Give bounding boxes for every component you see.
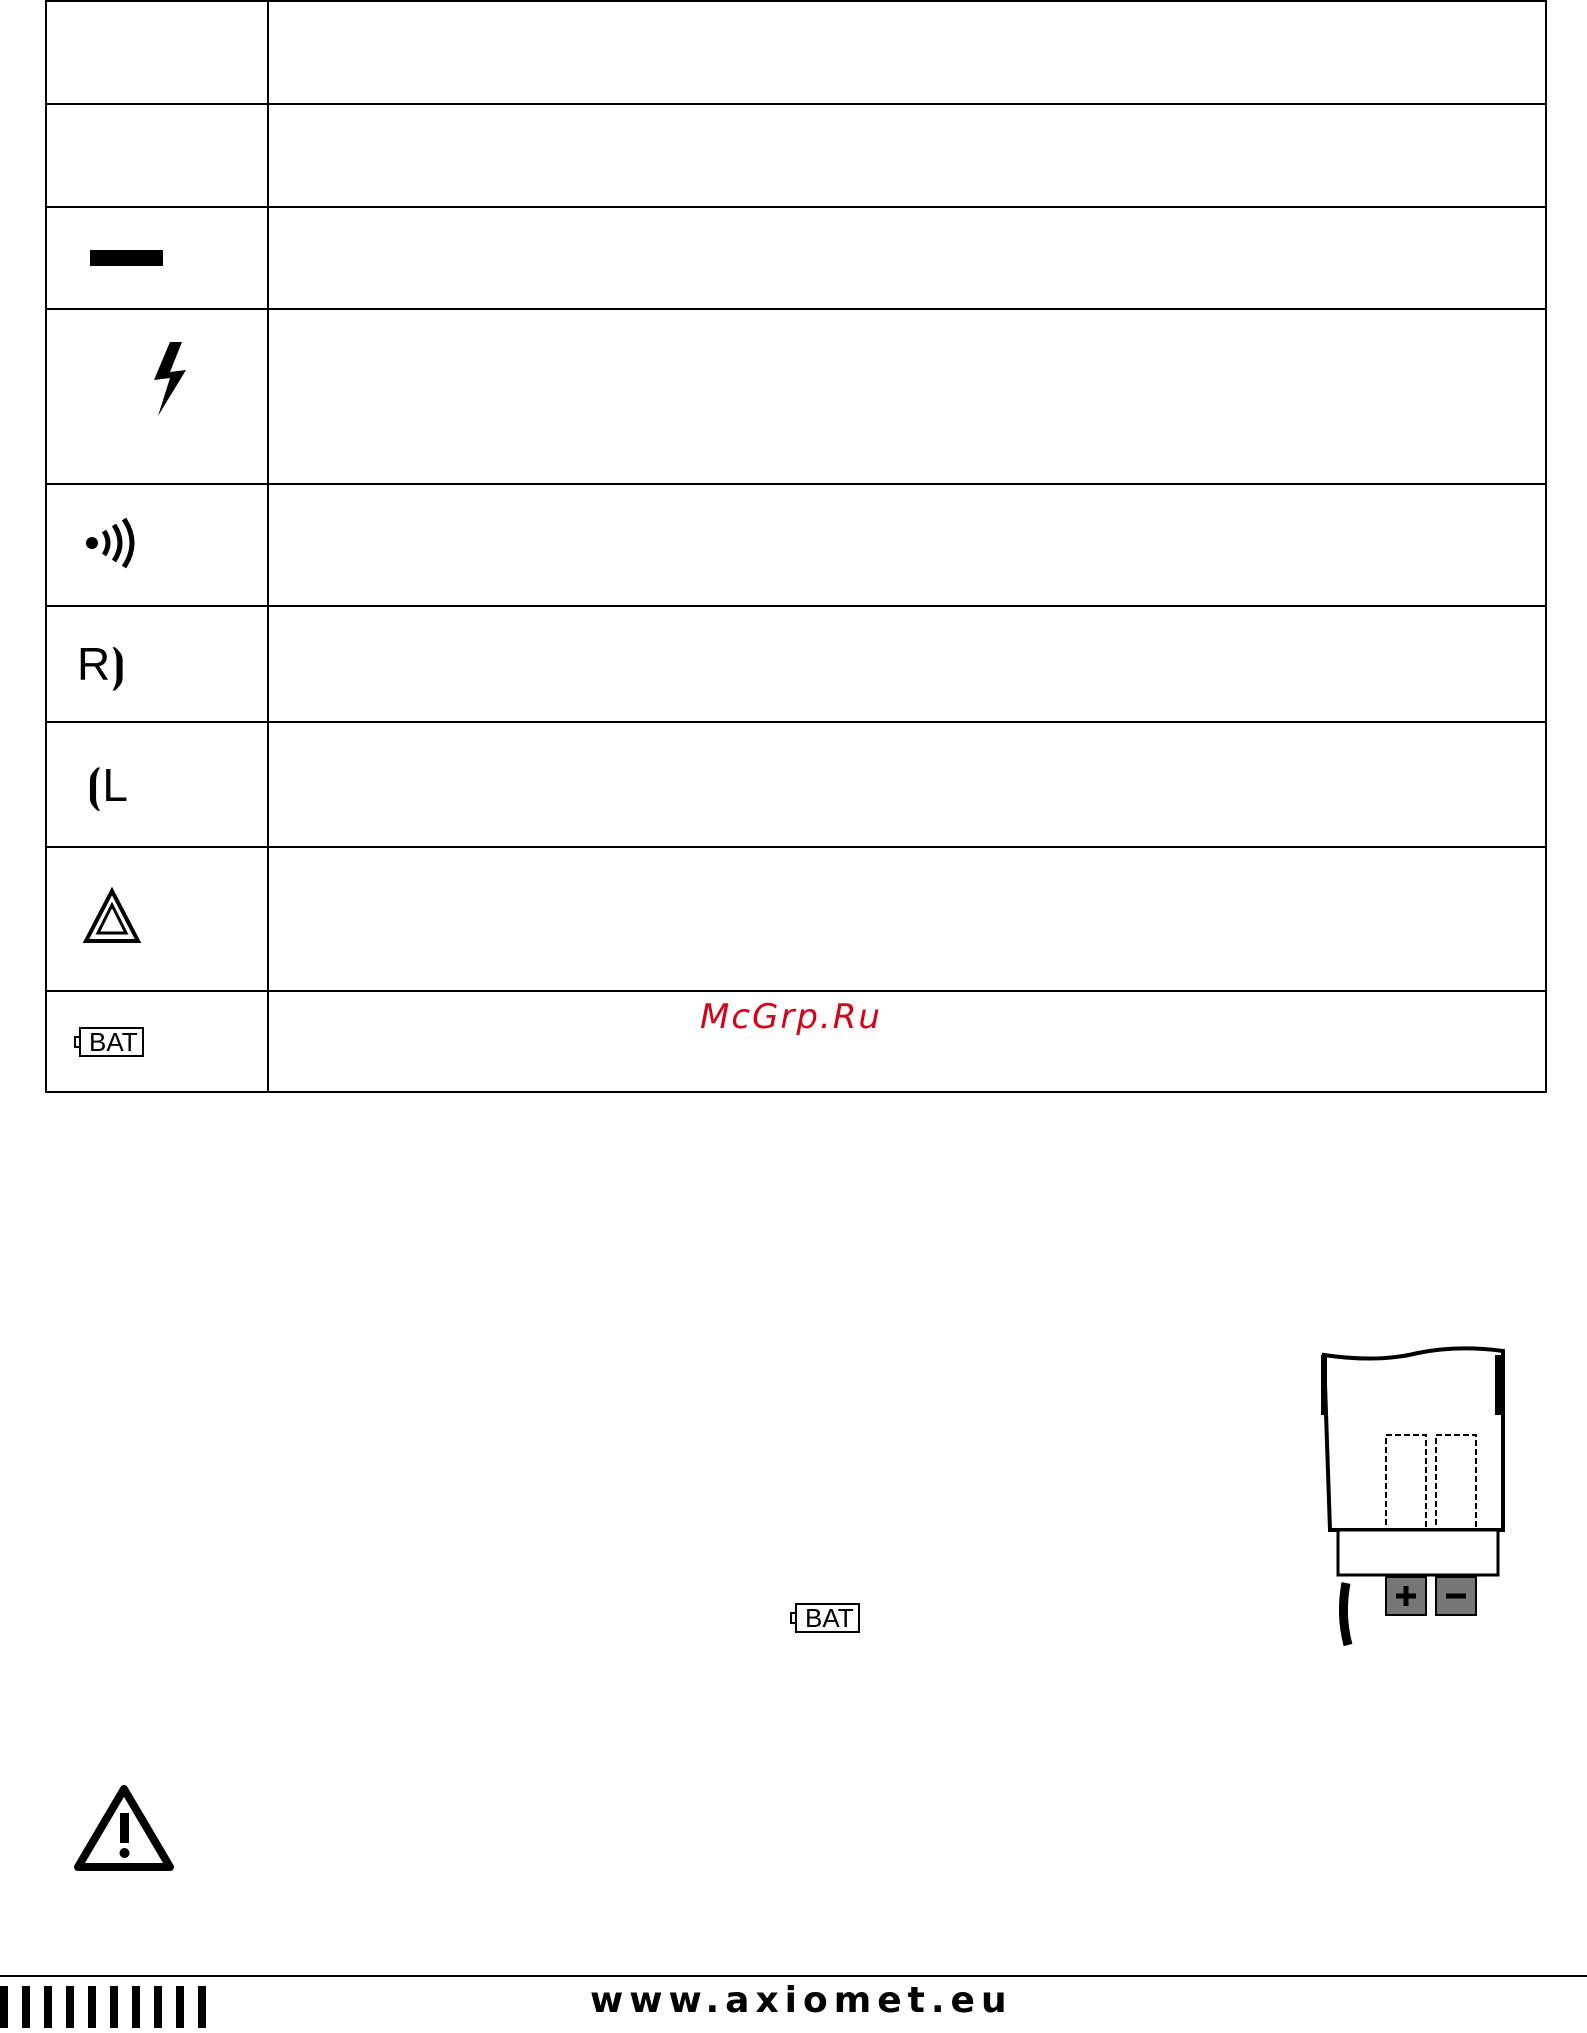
description-cell (268, 722, 1546, 847)
battery-compartment-illustration (1318, 1345, 1508, 1650)
rotation-left-icon: ⦗L (87, 758, 128, 811)
table-row (46, 606, 1546, 722)
symbol-cell (46, 722, 268, 847)
table-row (46, 207, 1546, 309)
table-row (46, 847, 1546, 991)
lightning-bolt-icon (142, 340, 202, 420)
description-cell (268, 991, 1546, 1092)
battery-label-inline: BAT (805, 1603, 854, 1633)
description-cell (268, 847, 1546, 991)
table-row (46, 104, 1546, 207)
rotation-left-label: L (102, 758, 128, 811)
table-row (46, 722, 1546, 847)
symbols-table (45, 0, 1547, 1093)
table-row (46, 1, 1546, 104)
minus-sign-icon (90, 250, 163, 266)
symbol-cell (46, 991, 268, 1092)
table-row (46, 309, 1546, 484)
rotation-right-label: R (77, 638, 111, 690)
battery-icon (79, 1027, 144, 1057)
table-row (46, 484, 1546, 606)
footer-divider (0, 1975, 1587, 1977)
symbol-cell (46, 1, 268, 104)
sound-beep-icon (82, 513, 152, 573)
footer-website[interactable]: www.axiomet.eu (590, 1980, 1013, 2021)
symbol-cell (46, 484, 268, 606)
symbol-cell (46, 309, 268, 484)
symbol-cell (46, 207, 268, 309)
description-cell (268, 207, 1546, 309)
battery-icon-inline (795, 1603, 860, 1633)
watermark: McGrp.Ru (700, 997, 882, 1037)
warning-triangle-icon (82, 887, 142, 947)
symbol-cell (46, 606, 268, 722)
description-cell (268, 606, 1546, 722)
description-cell (268, 1, 1546, 104)
description-cell (268, 309, 1546, 484)
symbol-cell (46, 847, 268, 991)
description-cell (268, 484, 1546, 606)
description-cell (268, 104, 1546, 207)
battery-label: BAT (89, 1026, 138, 1057)
warning-sign-icon (72, 1783, 176, 1873)
symbol-cell (46, 104, 268, 207)
footer-bars-decoration (0, 1986, 206, 2028)
rotation-right-icon: R⦘ (77, 638, 126, 690)
